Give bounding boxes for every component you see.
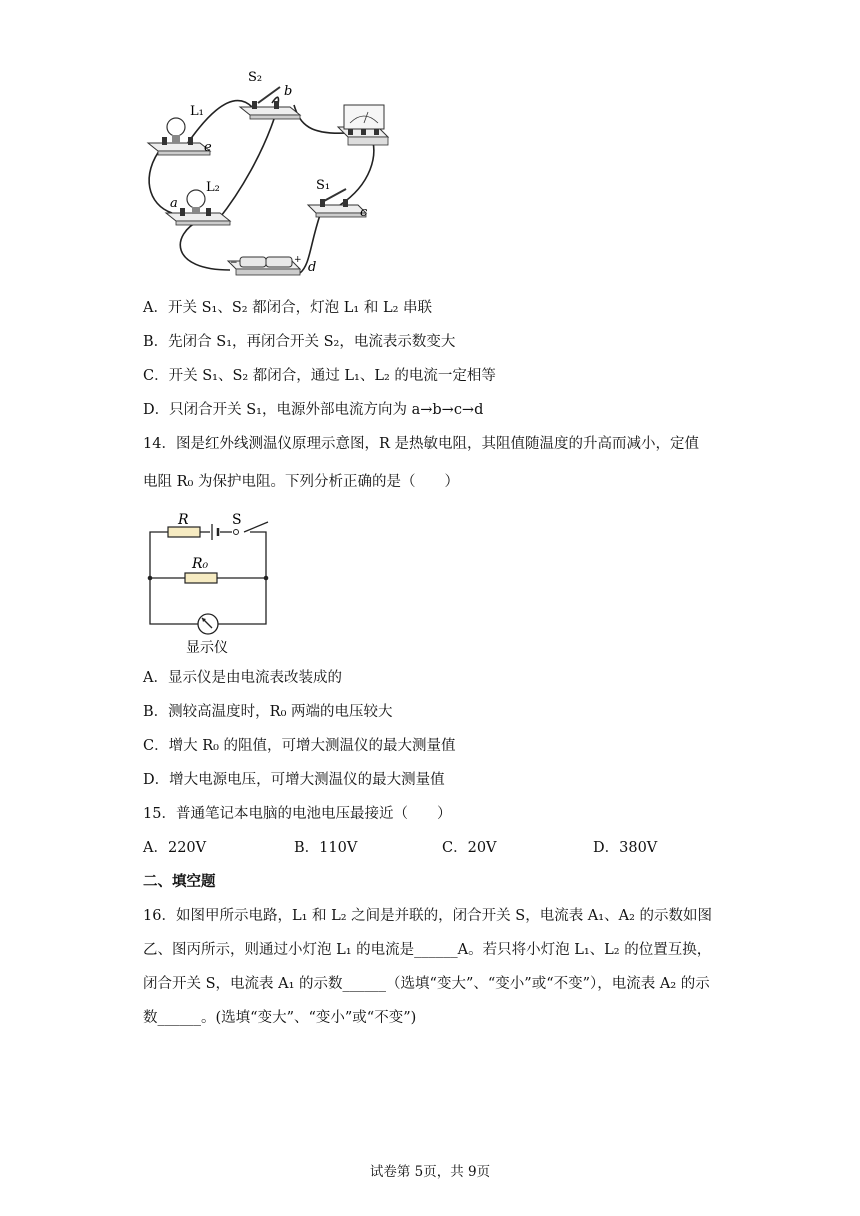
fig14-label-s: S [232,512,242,528]
label-s1: S₁ [316,178,331,193]
q14-option-b: B．测较高温度时，R₀ 两端的电压较大 [143,704,393,720]
label-minus: − [230,258,238,268]
fig14-label-r: R [178,512,189,528]
thermometer-circuit-figure [140,510,280,660]
q14-option-c: C．增大 R₀ 的阻值，可增大测温仪的最大测量值 [143,738,456,754]
label-d: d [308,260,317,275]
section-heading: 二、填空题 [143,873,216,890]
q15-stem: 15．普通笔记本电脑的电池电压最接近（ ） [143,806,452,822]
q16-line4: 数______。(选填“变大”、“变小”或“不变”) [143,1010,417,1026]
circuit-photo-figure [140,65,400,290]
label-plus: + [294,255,302,265]
q14-option-d: D．增大电源电压，可增大测温仪的最大测量值 [143,772,445,788]
q14-stem-line1: 14．图是红外线测温仪原理示意图，R 是热敏电阻，其阻值随温度的升高而减小，定值 [143,436,699,452]
q13-option-d: D．只闭合开关 S₁，电源外部电流方向为 a→b→c→d [143,402,484,418]
fig14-label-meter: 显示仪 [186,640,228,656]
q13-option-c: C．开关 S₁、S₂ 都闭合，通过 L₁、L₂ 的电流一定相等 [143,368,496,384]
label-s2: S₂ [248,70,263,85]
fig14-label-r0: R₀ [192,556,209,572]
label-c: c [360,205,368,220]
page-footer: 试卷第 5页，共 9页 [369,1164,491,1180]
q15-option-a: A．220V [143,840,207,856]
q15-option-c: C．20V [442,840,497,856]
label-e: e [204,140,212,155]
q13-option-a: A．开关 S₁、S₂ 都闭合，灯泡 L₁ 和 L₂ 串联 [143,300,433,316]
label-l2: L₂ [206,180,220,195]
q16-line1: 16．如图甲所示电路，L₁ 和 L₂ 之间是并联的，闭合开关 S，电流表 A₁、A₂ 的示数如图 [143,908,712,924]
label-l1: L₁ [190,104,204,119]
q16-line3: 闭合开关 S，电流表 A₁ 的示数______（选填“变大”、“变小”或“不变”），电流表 A₂ 的示 [143,976,710,992]
q13-option-b: B．先闭合 S₁，再闭合开关 S₂，电流表示数变大 [143,334,456,350]
label-a: a [170,196,178,211]
q15-option-d: D．380V [593,840,658,856]
label-b: b [284,84,293,99]
q14-stem-line2: 电阻 R₀ 为保护电阻。下列分析正确的是（ ） [143,474,459,490]
q14-option-a: A．显示仪是由电流表改装成的 [143,670,342,686]
q16-line2: 乙、图丙所示，则通过小灯泡 L₁ 的电流是______A。若只将小灯泡 L₁、L₂ 的位置互换， [143,942,712,958]
q15-option-b: B．110V [294,840,358,856]
